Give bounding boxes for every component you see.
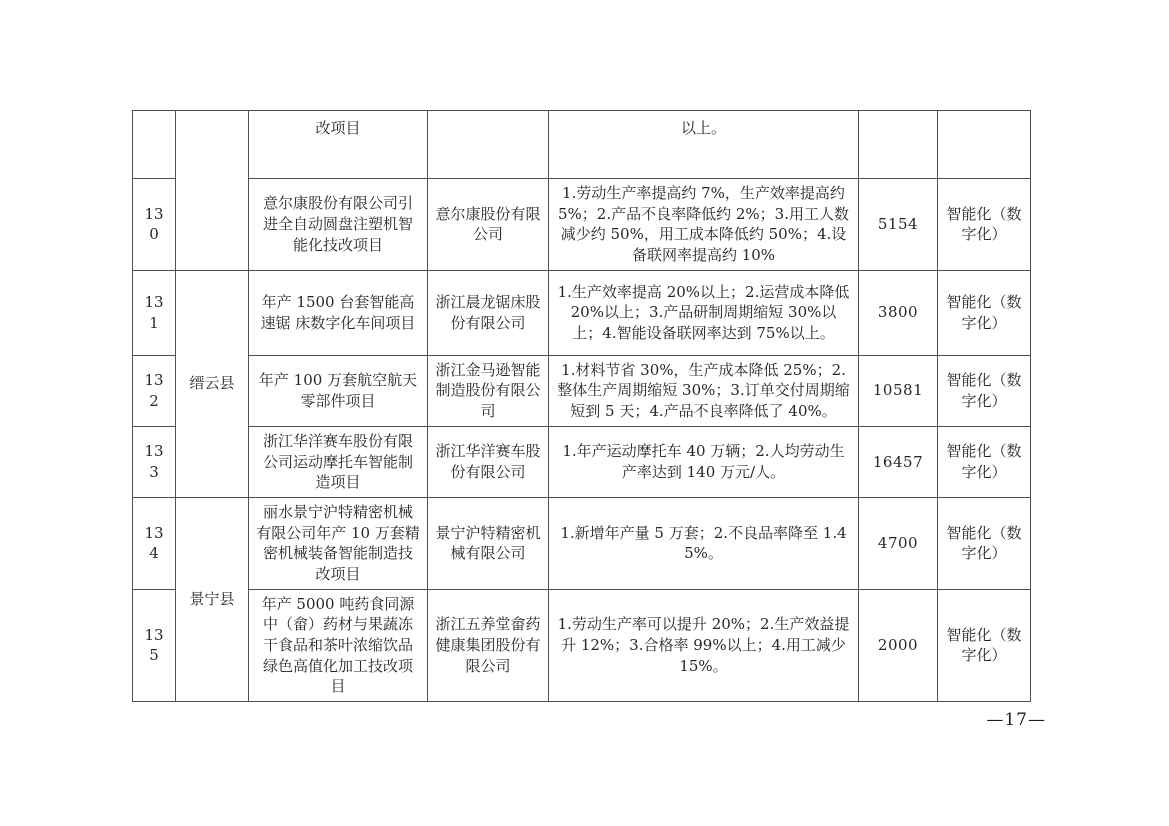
investment-cell: 4700	[859, 497, 938, 589]
county-cell: 缙云县	[176, 270, 249, 497]
benefits-cell: 以上。	[549, 111, 859, 179]
benefits-cell: 1.劳动生产率提高约 7%，生产效率提高约 5%；2.产品不良率降低约 2%；3.用工人数减少约 50%，用工成本降低约 50%；4.设备联网率提高约 10%	[549, 179, 859, 271]
project-cell: 年产 100 万套航空航天零部件项目	[249, 355, 428, 426]
category-cell: 智能化（数字化）	[938, 426, 1031, 497]
investment-cell: 5154	[859, 179, 938, 271]
company-cell: 意尔康股份有限公司	[428, 179, 549, 271]
table-row	[133, 270, 1031, 355]
county-cell	[176, 111, 249, 271]
category-cell	[938, 111, 1031, 179]
investment-cell: 2000	[859, 589, 938, 701]
category-cell: 智能化（数字化）	[938, 179, 1031, 271]
company-cell: 浙江晨龙锯床股份有限公司	[428, 270, 549, 355]
benefits-cell: 1.材料节省 30%，生产成本降低 25%；2.整体生产周期缩短 30%；3.订单交付周期缩短到 5 天；4.产品不良率降低了 40%。	[549, 355, 859, 426]
projects-table	[132, 110, 1031, 702]
category-cell: 智能化（数字化）	[938, 497, 1031, 589]
table-row	[133, 497, 1031, 589]
company-cell	[428, 111, 549, 179]
project-cell: 意尔康股份有限公司引进全自动圆盘注塑机智能化技改项目	[249, 179, 428, 271]
project-cell: 丽水景宁沪特精密机械有限公司年产 10 万套精密机械装备智能制造技改项目	[249, 497, 428, 589]
table-row	[133, 426, 1031, 497]
investment-cell: 10581	[859, 355, 938, 426]
row-number-cell: 134	[133, 497, 176, 589]
row-number-cell: 133	[133, 426, 176, 497]
project-cell: 改项目	[249, 111, 428, 179]
benefits-cell: 1.年产运动摩托车 40 万辆；2.人均劳动生产率达到 140 万元/人。	[549, 426, 859, 497]
company-cell: 浙江华洋赛车股份有限公司	[428, 426, 549, 497]
category-cell: 智能化（数字化）	[938, 270, 1031, 355]
company-cell: 景宁沪特精密机械有限公司	[428, 497, 549, 589]
row-number-cell: 131	[133, 270, 176, 355]
table-row-carryover	[133, 111, 1031, 179]
project-cell: 浙江华洋赛车股份有限公司运动摩托车智能制造项目	[249, 426, 428, 497]
page-number: —17—	[986, 710, 1046, 730]
category-cell: 智能化（数字化）	[938, 355, 1031, 426]
table-row	[133, 355, 1031, 426]
row-number-cell: 130	[133, 179, 176, 271]
row-number-cell: 132	[133, 355, 176, 426]
company-cell: 浙江五养堂畲药健康集团股份有限公司	[428, 589, 549, 701]
project-cell: 年产 5000 吨药食同源中（畲）药材与果蔬冻干食品和茶叶浓缩饮品绿色高值化加工技改项目	[249, 589, 428, 701]
investment-cell	[859, 111, 938, 179]
project-cell: 年产 1500 台套智能高速锯 床数字化车间项目	[249, 270, 428, 355]
company-cell: 浙江金马逊智能制造股份有限公司	[428, 355, 549, 426]
category-cell: 智能化（数字化）	[938, 589, 1031, 701]
table-row	[133, 179, 1031, 271]
row-number-cell: 135	[133, 589, 176, 701]
county-cell: 景宁县	[176, 497, 249, 701]
investment-cell: 16457	[859, 426, 938, 497]
benefits-cell: 1.生产效率提高 20%以上；2.运营成本降低 20%以上；3.产品研制周期缩短 30%以上；4.智能设备联网率达到 75%以上。	[549, 270, 859, 355]
benefits-cell: 1.劳动生产率可以提升 20%；2.生产效益提升 12%；3.合格率 99%以上；4.用工减少 15%。	[549, 589, 859, 701]
row-number-cell	[133, 111, 176, 179]
benefits-cell: 1.新增年产量 5 万套；2.不良品率降至 1.45%。	[549, 497, 859, 589]
investment-cell: 3800	[859, 270, 938, 355]
table-row	[133, 589, 1031, 701]
